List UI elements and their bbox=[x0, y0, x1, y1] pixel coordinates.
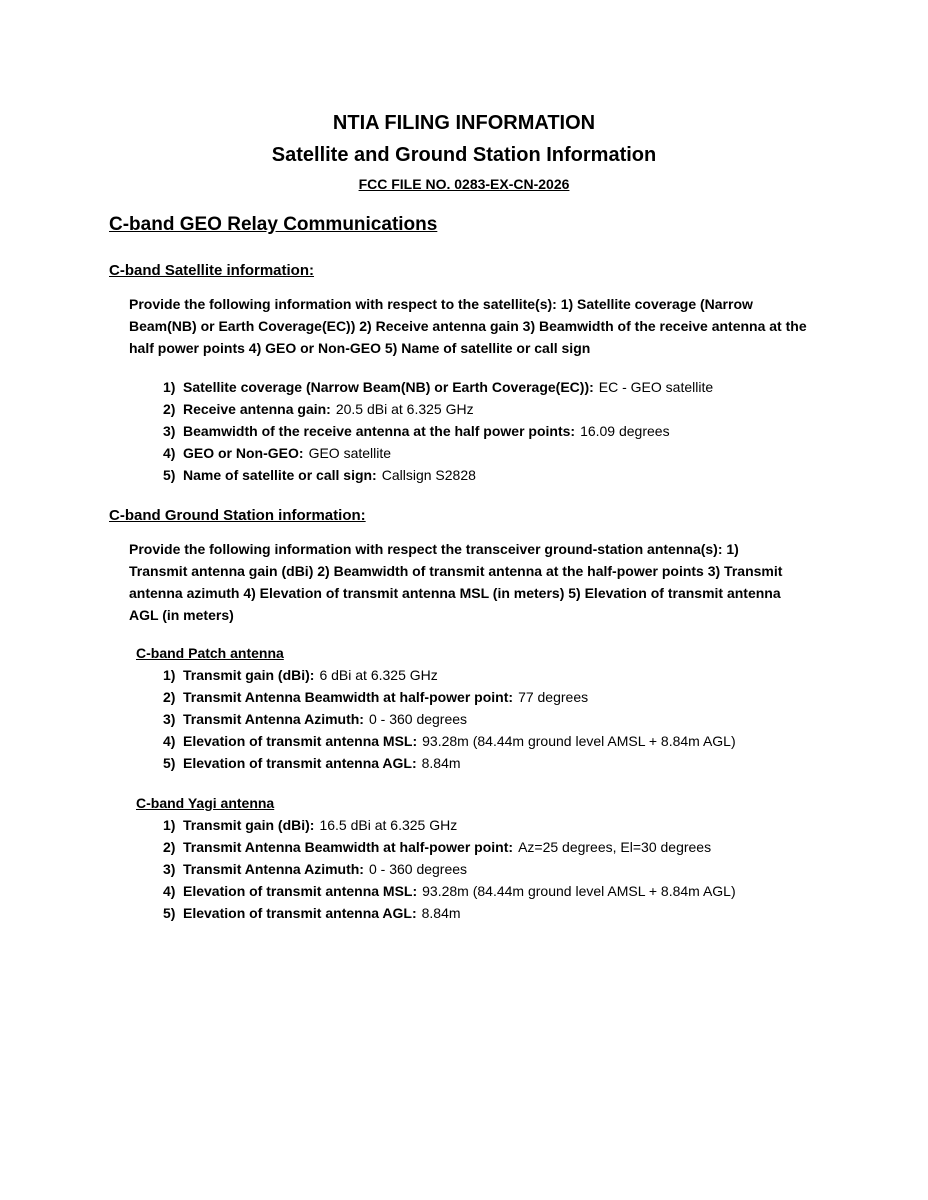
item-number: 5) bbox=[163, 905, 176, 921]
list-item bbox=[163, 376, 713, 398]
list-item bbox=[163, 398, 713, 420]
item-number: 3) bbox=[163, 423, 176, 439]
list-item bbox=[163, 730, 736, 752]
item-number: 1) bbox=[163, 817, 176, 833]
list-item bbox=[163, 902, 736, 924]
list-item bbox=[163, 420, 713, 442]
list-item bbox=[163, 664, 736, 686]
item-number: 4) bbox=[163, 733, 176, 749]
document-subtitle: Satellite and Ground Station Information bbox=[271, 144, 657, 166]
item-value: GEO satellite bbox=[308, 445, 392, 461]
satellite-info-heading: C-band Satellite information: bbox=[109, 262, 315, 279]
list-item bbox=[163, 464, 713, 486]
list-item bbox=[163, 814, 736, 836]
item-number: 2) bbox=[163, 689, 176, 705]
item-number: 2) bbox=[163, 401, 176, 417]
item-value: 93.28m (84.44m ground level AMSL + 8.84m AGL) bbox=[422, 883, 736, 899]
item-value: 16.5 dBi at 6.325 GHz bbox=[319, 817, 458, 833]
item-number: 3) bbox=[163, 861, 176, 877]
item-label: Elevation of transmit antenna AGL: bbox=[183, 755, 417, 771]
item-label: Name of satellite or call sign: bbox=[183, 467, 377, 483]
fcc-file-number: FCC FILE NO. 0283-EX-CN-2026 bbox=[358, 176, 570, 192]
list-item bbox=[163, 442, 713, 464]
item-label: Transmit Antenna Beamwidth at half-power point: bbox=[183, 689, 514, 705]
item-label: Satellite coverage (Narrow Beam(NB) or Earth Coverage(EC)): bbox=[183, 379, 594, 395]
item-value: Az=25 degrees, El=30 degrees bbox=[518, 839, 712, 855]
item-value: 8.84m bbox=[421, 905, 461, 921]
item-value: 0 - 360 degrees bbox=[368, 711, 468, 727]
list-item bbox=[163, 858, 736, 880]
item-label: GEO or Non-GEO: bbox=[183, 445, 304, 461]
patch-antenna-heading: C-band Patch antenna bbox=[136, 645, 284, 661]
item-label: Transmit Antenna Azimuth: bbox=[183, 861, 364, 877]
item-number: 1) bbox=[163, 379, 176, 395]
item-number: 4) bbox=[163, 445, 176, 461]
item-number: 3) bbox=[163, 711, 176, 727]
item-label: Elevation of transmit antenna MSL: bbox=[183, 733, 418, 749]
item-value: Callsign S2828 bbox=[381, 467, 476, 483]
item-value: EC - GEO satellite bbox=[598, 379, 714, 395]
list-item bbox=[163, 836, 736, 858]
satellite-info-list bbox=[163, 376, 713, 486]
item-label: Receive antenna gain: bbox=[183, 401, 331, 417]
list-item bbox=[163, 752, 736, 774]
item-value: 16.09 degrees bbox=[580, 423, 670, 439]
ground-station-info-heading: C-band Ground Station information: bbox=[109, 507, 366, 524]
item-value: 0 - 360 degrees bbox=[368, 861, 468, 877]
item-number: 1) bbox=[163, 667, 176, 683]
item-value: 6 dBi at 6.325 GHz bbox=[319, 667, 438, 683]
yagi-antenna-list bbox=[163, 814, 736, 924]
item-label: Elevation of transmit antenna MSL: bbox=[183, 883, 418, 899]
yagi-antenna-heading: C-band Yagi antenna bbox=[136, 795, 275, 811]
item-number: 2) bbox=[163, 839, 176, 855]
patch-antenna-list bbox=[163, 664, 736, 774]
item-number: 4) bbox=[163, 883, 176, 899]
item-value: 8.84m bbox=[421, 755, 461, 771]
satellite-info-instructions: Provide the following information with respect to the satellite(s): 1) Satellite coverage (Narrow Beam(NB) or Earth Coverage(EC)) 2) Receive antenna gain 3) Beamwidth of the receive antenna at the half power points 4) GEO or Non-GEO 5) Name of satellite or call sign bbox=[129, 296, 807, 356]
document-title: NTIA FILING INFORMATION bbox=[332, 112, 596, 134]
ground-station-info-instructions: Provide the following information with respect the transceiver ground-station antenna(s): 1) Transmit antenna gain (dBi) 2) Beamwidth of transmit antenna at the half-power points 3) Transmit antenna azimuth 4) Elevation of transmit antenna MSL (in meters) 5) Elevation of transmit antenna AGL (in meters) bbox=[129, 541, 783, 623]
item-number: 5) bbox=[163, 467, 176, 483]
item-label: Transmit gain (dBi): bbox=[183, 667, 315, 683]
item-number: 5) bbox=[163, 755, 176, 771]
list-item bbox=[163, 880, 736, 902]
item-label: Transmit Antenna Azimuth: bbox=[183, 711, 364, 727]
item-label: Transmit Antenna Beamwidth at half-power point: bbox=[183, 839, 514, 855]
section-heading: C-band GEO Relay Communications bbox=[109, 214, 438, 235]
list-item bbox=[163, 708, 736, 730]
list-item bbox=[163, 686, 736, 708]
item-label: Transmit gain (dBi): bbox=[183, 817, 315, 833]
item-value: 20.5 dBi at 6.325 GHz bbox=[335, 401, 474, 417]
item-value: 93.28m (84.44m ground level AMSL + 8.84m AGL) bbox=[422, 733, 736, 749]
item-label: Beamwidth of the receive antenna at the half power points: bbox=[183, 423, 576, 439]
item-label: Elevation of transmit antenna AGL: bbox=[183, 905, 417, 921]
item-value: 77 degrees bbox=[518, 689, 589, 705]
